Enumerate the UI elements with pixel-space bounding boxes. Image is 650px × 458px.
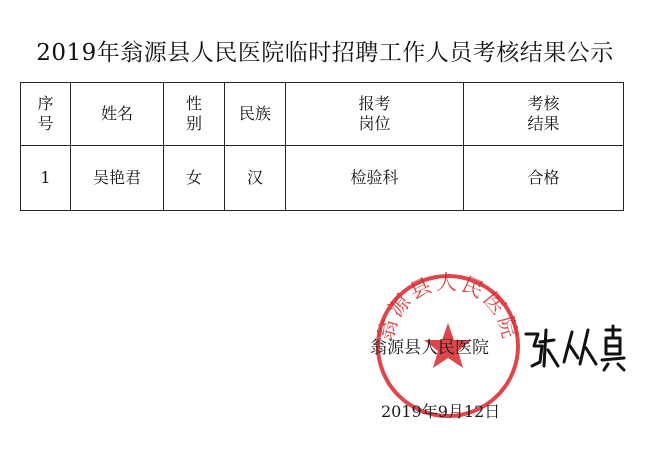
- header-position: [286, 83, 464, 146]
- header-gender-line1: 性: [185, 94, 202, 113]
- header-ethnicity: 民族: [225, 83, 286, 146]
- header-seq: [21, 83, 71, 146]
- cell-position: 检验科: [286, 146, 464, 211]
- table-header-row: [21, 83, 624, 146]
- results-table: [20, 82, 624, 211]
- header-name: 姓名: [71, 83, 164, 146]
- header-result-line1: 考核: [527, 94, 560, 113]
- header-gender: [164, 83, 225, 146]
- handwritten-signature-icon: [520, 322, 630, 374]
- header-position-line2: 岗位: [358, 114, 391, 133]
- table-row: [21, 146, 624, 211]
- header-position-line1: 报考: [358, 94, 391, 113]
- cell-seq: 1: [21, 146, 71, 211]
- cell-ethnicity: 汉: [225, 146, 286, 211]
- cell-result: 合格: [464, 146, 624, 211]
- header-seq-line2: 号: [37, 114, 54, 133]
- header-seq-line1: 序: [37, 94, 54, 113]
- cell-name: 吴艳君: [71, 146, 164, 211]
- issuing-organization: 翁源县人民医院: [370, 338, 489, 358]
- header-result: [464, 83, 624, 146]
- svg-text:翁源县人民医院: 翁源县人民医院: [373, 271, 523, 344]
- page-title: 2019年翁源县人民医院临时招聘工作人员考核结果公示: [36, 40, 614, 66]
- header-gender-line2: 别: [185, 114, 202, 133]
- cell-gender: 女: [164, 146, 225, 211]
- header-result-line2: 结果: [527, 114, 560, 133]
- issue-date: 2019年9月12日: [381, 402, 501, 421]
